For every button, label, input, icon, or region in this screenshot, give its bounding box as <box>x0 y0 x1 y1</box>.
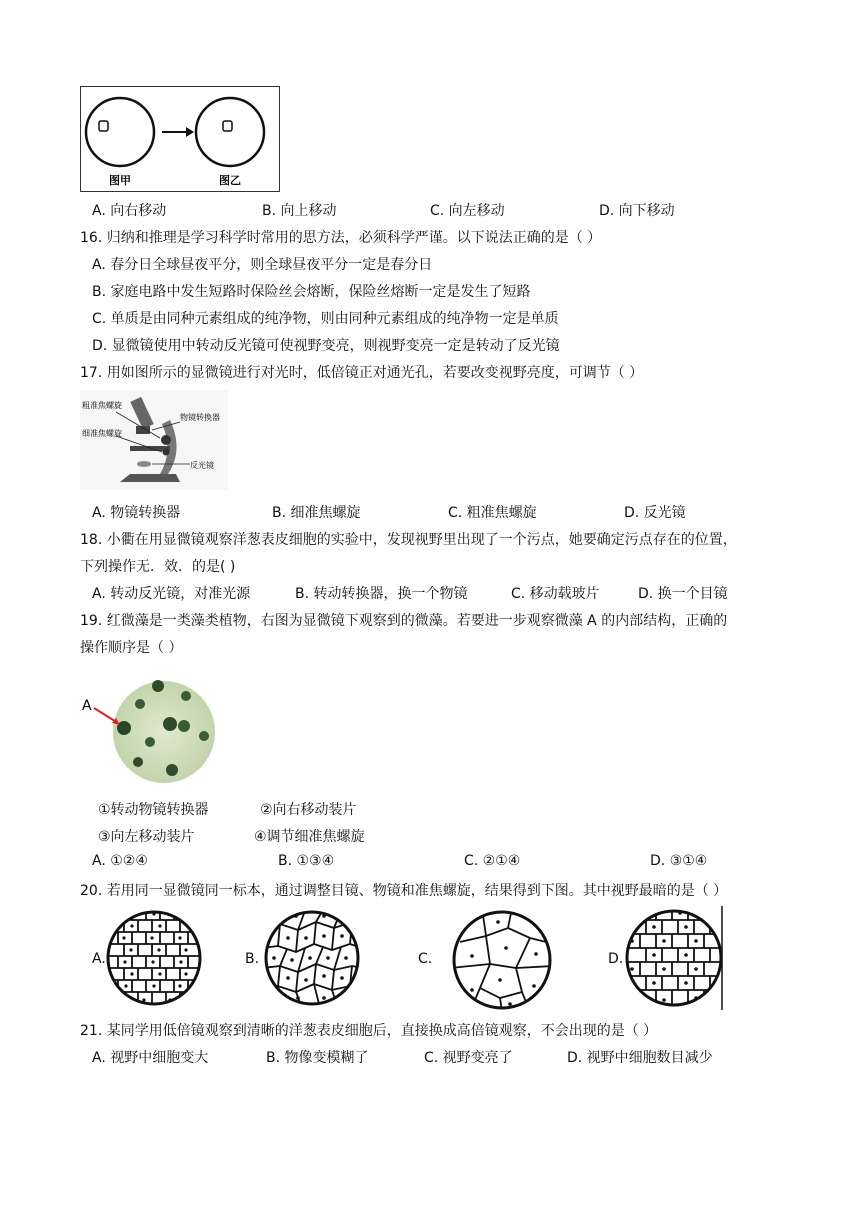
q17-option-c[interactable]: C. 粗准焦螺旋 <box>448 505 537 521</box>
q20-label-a[interactable]: A. <box>92 951 106 967</box>
label-nosepiece: 物镜转换器 <box>180 413 220 422</box>
q20-figure-d <box>624 906 724 1014</box>
q18-stem-line2: 下列操作无．效．的是( ) <box>80 559 236 575</box>
q16-option-b[interactable]: B. 家庭电路中发生短路时保险丝会熔断，保险丝熔断一定是发生了短路 <box>92 284 531 300</box>
q15-option-d[interactable]: D. 向下移动 <box>599 203 675 219</box>
q19-option-a[interactable]: A. ①②④ <box>92 853 148 869</box>
q19-stem-line1: 19. 红微藻是一类藻类植物，右图为显微镜下观察到的微藻。若要进一步观察微藻 A 的内部结构，正确的 <box>80 613 728 629</box>
q15-figure <box>80 86 280 192</box>
q19-step-1: ①转动物镜转换器 <box>98 802 209 818</box>
q15-option-c[interactable]: C. 向左移动 <box>430 203 505 219</box>
mirror <box>137 461 151 467</box>
q16-option-c[interactable]: C. 单质是由同种元素组成的纯净物，则由同种元素组成的纯净物一定是单质 <box>92 311 559 327</box>
cells-d-svg <box>624 906 724 1010</box>
algae-cell <box>178 720 190 732</box>
label-mirror: 反光镜 <box>190 461 214 470</box>
q19-stem-line2: 操作顺序是（ ） <box>80 640 183 656</box>
cells-c-network <box>450 908 554 1012</box>
q19-option-c[interactable]: C. ②①④ <box>464 853 521 869</box>
cells-a-grid <box>104 908 204 1008</box>
algae-svg <box>80 676 220 788</box>
q16-option-d[interactable]: D. 显微镜使用中转动反光镜可使视野变亮，则视野变亮一定是转动了反光镜 <box>92 338 560 354</box>
label-coarse: 粗准焦螺旋 <box>82 401 122 410</box>
q17-option-b[interactable]: B. 细准焦螺旋 <box>272 505 361 521</box>
algae-cell <box>135 699 145 709</box>
q15-option-b[interactable]: B. 向上移动 <box>262 203 337 219</box>
q20-stem: 20. 若用同一显微镜同一标本，通过调整目镜、物镜和准焦螺旋，结果得到下图。其中视野最暗的是（ ） <box>80 883 728 899</box>
cells-c-nuclei <box>470 920 538 1006</box>
q17-stem: 17. 用如图所示的显微镜进行对光时，低倍镜正对通光孔，若要改变视野亮度，可调节（ ） <box>80 365 644 381</box>
q21-option-b[interactable]: B. 物像变模糊了 <box>266 1050 369 1066</box>
q19-option-d[interactable]: D. ③①④ <box>650 853 708 869</box>
cells-c-svg <box>450 908 554 1012</box>
q15-figure-svg <box>80 86 280 192</box>
cells-d-grid <box>624 906 724 1010</box>
q17-figure <box>80 390 228 490</box>
q21-option-d[interactable]: D. 视野中细胞数目减少 <box>567 1050 713 1066</box>
q21-stem: 21. 某同学用低倍镜观察到清晰的洋葱表皮细胞后，直接换成高倍镜观察，不会出现的是（ ） <box>80 1023 658 1039</box>
algae-cell <box>133 757 143 767</box>
microscope-base <box>120 474 180 482</box>
q18-option-b[interactable]: B. 转动转换器，换一个物镜 <box>295 586 468 602</box>
q18-option-d[interactable]: D. 换一个目镜 <box>638 586 728 602</box>
algae-cell-a <box>117 721 131 735</box>
q21-option-c[interactable]: C. 视野变亮了 <box>424 1050 513 1066</box>
q19-step-3: ③向左移动装片 <box>98 829 195 845</box>
q15-option-a[interactable]: A. 向右移动 <box>92 203 167 219</box>
algae-cell <box>152 680 164 692</box>
q18-option-c[interactable]: C. 移动载玻片 <box>511 586 600 602</box>
q20-figure-c <box>450 908 554 1016</box>
algae-cell <box>163 717 177 731</box>
q15-label-b: 图乙 <box>219 174 241 187</box>
coarse-knob <box>161 435 171 445</box>
q16-stem: 16. 归纳和推理是学习科学时常用的思方法，必须科学严谨。以下说法正确的是（ ） <box>80 230 602 246</box>
q20-figure-a <box>104 908 204 1012</box>
q17-option-a[interactable]: A. 物镜转换器 <box>92 505 181 521</box>
q20-label-c[interactable]: C. <box>418 951 433 967</box>
algae-cell <box>199 731 209 741</box>
cells-c-rim <box>454 912 550 1008</box>
microscope-nosepiece <box>136 426 150 434</box>
label-fine: 细准焦螺旋 <box>82 429 122 438</box>
microscope-svg <box>80 390 228 490</box>
q19-figure <box>80 676 220 788</box>
algae-cell <box>145 737 155 747</box>
q20-label-d[interactable]: D. <box>608 951 624 967</box>
algae-label-a: A <box>82 698 92 714</box>
fine-knob <box>163 449 170 456</box>
cells-b-svg <box>262 908 362 1008</box>
q20-label-b[interactable]: B. <box>245 951 260 967</box>
q19-step-4: ④调节细准焦螺旋 <box>254 829 365 845</box>
q15-label-a: 图甲 <box>109 174 131 187</box>
q21-option-a[interactable]: A. 视野中细胞变大 <box>92 1050 209 1066</box>
algae-cell <box>181 691 191 701</box>
algae-cell <box>166 764 178 776</box>
q19-option-b[interactable]: B. ①③④ <box>278 853 335 869</box>
q20-figure-b <box>262 908 362 1012</box>
q18-option-a[interactable]: A. 转动反光镜，对准光源 <box>92 586 251 602</box>
cells-a-rim <box>108 912 200 1004</box>
q16-option-a[interactable]: A. 春分日全球昼夜平分，则全球昼夜平分一定是春分日 <box>92 257 433 273</box>
q19-step-2: ②向右移动装片 <box>260 802 357 818</box>
cells-d-rim <box>627 911 721 1005</box>
q17-option-d[interactable]: D. 反光镜 <box>624 505 686 521</box>
q18-stem-line1: 18. 小衢在用显微镜观察洋葱表皮细胞的实验中，发现视野里出现了一个污点，她要确定污点存在的位置， <box>80 532 737 548</box>
cells-a-svg <box>104 908 204 1008</box>
